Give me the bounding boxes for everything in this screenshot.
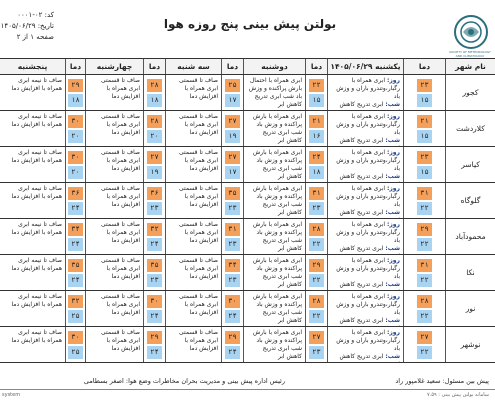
table-row — [0, 183, 495, 219]
city-label: نوشهر — [460, 340, 481, 349]
day-text: ابری همراه با رگبار،وتندرو باران و وزش باد — [336, 113, 400, 136]
max-temp: ۳۵ — [68, 259, 83, 272]
day-label: روز: — [386, 257, 400, 264]
min-temp: ۲۲ — [417, 238, 432, 251]
day-2-temps — [305, 147, 327, 182]
night-label: شب: — [385, 173, 400, 180]
forecast-text: صاف تا قسمتی ابری همراه با افزایش دما — [179, 329, 218, 352]
meteorology-logo-icon — [453, 14, 489, 50]
table-row — [0, 327, 495, 363]
city-label: نکا — [466, 268, 475, 277]
day-1-temps — [403, 255, 445, 290]
header-temp-2: دما — [305, 59, 327, 74]
forecast-text: صاف تا قسمتی ابری همراه با افزایش دما — [179, 221, 218, 244]
forecast-text: ابری همراه با بارش پراکنده و وزش باد شب ابری تدریج کاهش ابر — [252, 293, 302, 324]
max-temp: ۲۸ — [309, 295, 324, 308]
city-name — [445, 327, 495, 362]
day-3-description — [165, 147, 221, 182]
day-4-temps — [143, 327, 165, 362]
min-temp: ۱۵ — [417, 94, 432, 107]
day-2-description — [243, 327, 305, 362]
logo-caption: SOCIETY OF METEOROLOGY AND CLIMATOLOGY — [449, 50, 491, 58]
max-temp: ۲۸ — [417, 295, 432, 308]
day-3-temps — [221, 255, 243, 290]
header-city: نام شهر — [445, 59, 495, 74]
day-1-description — [327, 327, 403, 362]
day-3-description — [165, 255, 221, 290]
day-5-temps — [65, 111, 85, 146]
max-temp: ۲۹ — [147, 331, 162, 344]
day-5-temps — [65, 327, 85, 362]
forecast-text: صاف تا نیمه ابری همراه با افزایش دما — [11, 293, 62, 308]
min-temp: ۲۰ — [147, 130, 162, 143]
min-temp: ۲۰ — [68, 166, 83, 179]
min-temp: ۲۲ — [417, 310, 432, 323]
max-temp: ۳۲ — [68, 295, 83, 308]
min-temp: ۱۷ — [225, 166, 240, 179]
day-1-description — [327, 219, 403, 254]
max-temp: ۲۴ — [309, 151, 324, 164]
forecast-text: ابری همراه با بارش پراکنده و وزش باد شب ابری تدریج کاهش ابر — [252, 221, 302, 252]
system-bar — [0, 392, 495, 400]
day-4-temps — [143, 147, 165, 182]
system-version: سامانه بولتن پیش بینی : ۷.۵۹ — [427, 392, 489, 398]
forecast-text: صاف تا نیمه ابری همراه با افزایش دما — [11, 113, 62, 128]
table-row — [0, 147, 495, 183]
forecast-text: صاف تا قسمتی ابری همراه با افزایش دما — [179, 185, 218, 208]
min-temp: ۱۵ — [417, 130, 432, 143]
min-temp: ۱۹ — [147, 166, 162, 179]
bulletin-footer — [0, 372, 495, 390]
header-day-4: چهارشنبه — [85, 59, 143, 74]
header-temp-5: دما — [65, 59, 85, 74]
max-temp: ۲۷ — [147, 151, 162, 164]
day-1-description — [327, 291, 403, 326]
day-text: ابری همراه با رگبار،وتندرو باران و وزش باد — [336, 293, 400, 316]
header-temp-1: دما — [403, 59, 445, 74]
header-day-5: پنجشنبه — [17, 62, 48, 71]
min-temp: ۱۷ — [225, 94, 240, 107]
day-2-description — [243, 219, 305, 254]
max-temp: ۲۸ — [147, 115, 162, 128]
forecast-text: صاف تا قسمتی ابری همراه با افزایش دما — [179, 149, 218, 172]
city-label: نور — [465, 304, 476, 313]
day-1-temps — [403, 219, 445, 254]
forecast-text: صاف تا قسمتی ابری همراه با افزایش دما — [101, 77, 140, 100]
forecast-table — [0, 58, 495, 363]
max-temp: ۲۹ — [68, 79, 83, 92]
city-label: کجور — [462, 88, 479, 97]
min-temp: ۱۶ — [309, 130, 324, 143]
max-temp: ۳۶ — [147, 187, 162, 200]
city-name — [445, 219, 495, 254]
min-temp: ۲۴ — [225, 346, 240, 359]
max-temp: ۳۱ — [417, 259, 432, 272]
forecast-text: صاف تا قسمتی ابری همراه با افزایش دما — [101, 185, 140, 208]
day-1-description — [327, 111, 403, 146]
day-4-temps — [143, 255, 165, 290]
day-3-temps — [221, 75, 243, 110]
night-label: شب: — [385, 353, 400, 360]
max-temp: ۳۵ — [147, 259, 162, 272]
header-temp-3: دما — [221, 59, 243, 74]
forecast-text: صاف تا نیمه ابری همراه با افزایش دما — [11, 221, 62, 236]
day-5-description — [0, 75, 65, 110]
day-2-temps — [305, 111, 327, 146]
day-3-description — [165, 219, 221, 254]
header-day-3: سه شنبه — [165, 59, 221, 74]
min-temp: ۲۳ — [309, 202, 324, 215]
city-name — [445, 183, 495, 218]
day-2-description — [243, 255, 305, 290]
min-temp: ۲۲ — [309, 238, 324, 251]
max-temp: ۲۳ — [417, 151, 432, 164]
city-label: کیاسر — [461, 160, 480, 169]
city-label: محمودآباد — [455, 232, 486, 241]
forecast-text: صاف تا قسمتی ابری همراه با افزایش دما — [101, 293, 140, 316]
city-name — [445, 147, 495, 182]
night-label: شب: — [385, 137, 400, 144]
max-temp: ۲۹ — [417, 223, 432, 236]
city-label: کلاردشت — [456, 124, 485, 133]
min-temp: ۱۵ — [309, 94, 324, 107]
max-temp: ۲۵ — [225, 79, 240, 92]
day-1-temps — [403, 327, 445, 362]
header-day-2: دوشنبه — [243, 59, 305, 74]
day-5-temps — [65, 75, 85, 110]
code-label: کد: — [44, 11, 54, 19]
day-4-temps — [143, 183, 165, 218]
day-text: ابری همراه با رگبار،وتندرو باران و وزش باد — [336, 257, 400, 280]
day-5-description — [0, 219, 65, 254]
day-text: ابری همراه با رگبار،وتندرو باران و وزش باد — [336, 149, 400, 172]
forecast-text: صاف تا نیمه ابری همراه با افزایش دما — [11, 257, 62, 272]
min-temp: ۱۸ — [68, 94, 83, 107]
max-temp: ۲۷ — [417, 331, 432, 344]
day-1-temps — [403, 183, 445, 218]
forecast-text: صاف تا قسمتی ابری همراه با افزایش دما — [179, 77, 218, 100]
day-label: روز: — [386, 293, 400, 300]
day-4-temps — [143, 219, 165, 254]
day-1-description — [327, 255, 403, 290]
day-2-temps — [305, 219, 327, 254]
max-temp: ۳۱ — [225, 223, 240, 236]
day-5-description — [0, 111, 65, 146]
day-5-description — [0, 327, 65, 362]
day-4-description — [85, 111, 143, 146]
day-5-temps — [65, 147, 85, 182]
header-day-1: یکشنبه ۱۴۰۵/۰۶/۲۹ — [327, 59, 403, 74]
day-text: ابری همراه با رگبار،وتندرو باران و وزش باد — [336, 77, 400, 100]
city-name — [445, 111, 495, 146]
min-temp: ۲۳ — [309, 346, 324, 359]
page-value: ۱ از ۲ — [16, 33, 34, 41]
day-1-temps — [403, 291, 445, 326]
table-row — [0, 111, 495, 147]
min-temp: ۲۲ — [417, 346, 432, 359]
day-1-temps — [403, 75, 445, 110]
night-text: ابری تدریج کاهش — [339, 281, 384, 288]
day-3-temps — [221, 183, 243, 218]
day-5-temps — [65, 219, 85, 254]
day-5-description — [0, 147, 65, 182]
table-row — [0, 255, 495, 291]
night-label: شب: — [385, 281, 400, 288]
min-temp: ۲۳ — [225, 202, 240, 215]
max-temp: ۳۶ — [68, 187, 83, 200]
forecast-text: صاف تا قسمتی ابری همراه با افزایش دما — [179, 257, 218, 280]
max-temp: ۳۲ — [147, 223, 162, 236]
day-4-temps — [143, 111, 165, 146]
code-value: ۰۲-۰۰۰۱ — [17, 11, 43, 19]
min-temp: ۲۲ — [309, 310, 324, 323]
forecast-text: صاف تا نیمه ابری همراه با افزایش دما — [11, 77, 62, 92]
night-label: شب: — [385, 245, 400, 252]
max-temp: ۲۸ — [147, 79, 162, 92]
code-line — [0, 10, 54, 21]
night-text: ابری تدریج کاهش — [339, 101, 384, 108]
min-temp: ۱۵ — [417, 166, 432, 179]
day-4-description — [85, 219, 143, 254]
forecast-text: صاف تا قسمتی ابری همراه با افزایش دما — [101, 113, 140, 136]
day-label: روز: — [386, 77, 400, 84]
min-temp: ۱۸ — [309, 166, 324, 179]
day-3-temps — [221, 219, 243, 254]
min-temp: ۲۴ — [147, 346, 162, 359]
day-3-description — [165, 183, 221, 218]
table-row — [0, 291, 495, 327]
min-temp: ۱۹ — [225, 130, 240, 143]
min-temp: ۲۵ — [68, 346, 83, 359]
bulletin-header — [0, 0, 495, 58]
night-label: شب: — [385, 101, 400, 108]
forecast-text: ابری همراه با بارش پراکنده و وزش باد شب ابری تدریج کاهش ابر — [252, 257, 302, 288]
max-temp: ۲۱ — [417, 115, 432, 128]
day-text: ابری همراه با رگبار،وتندرو باران و وزش باد — [336, 329, 400, 352]
day-1-description — [327, 75, 403, 110]
day-text: ابری همراه با رگبار،وتندرو باران و وزش باد — [336, 221, 400, 244]
max-temp: ۳۵ — [225, 187, 240, 200]
min-temp: ۱۸ — [147, 94, 162, 107]
city-label: گلوگاه — [460, 196, 481, 205]
min-temp: ۲۳ — [225, 274, 240, 287]
table-row — [0, 75, 495, 111]
document-meta — [0, 10, 54, 43]
day-4-temps — [143, 75, 165, 110]
day-5-description — [0, 183, 65, 218]
max-temp: ۲۷ — [309, 331, 324, 344]
forecast-text: صاف تا قسمتی ابری همراه با افزایش دما — [101, 221, 140, 244]
max-temp: ۲۳ — [417, 79, 432, 92]
forecast-text: ابری همراه با بارش پراکنده و وزش باد شب ابری تدریج کاهش ابر — [252, 113, 302, 144]
day-3-temps — [221, 327, 243, 362]
night-label: شب: — [385, 209, 400, 216]
max-temp: ۲۸ — [309, 223, 324, 236]
day-1-temps — [403, 111, 445, 146]
forecast-text: ابری همراه با احتمال بارش پراکنده و وزش باد شب ابری تدریج کاهش ابر — [248, 77, 302, 108]
max-temp: ۳۰ — [147, 295, 162, 308]
forecast-text: صاف تا نیمه ابری همراه با افزایش دما — [11, 185, 62, 200]
bulletin-title: بولتن پیش بینی پنج روزه هوا — [163, 17, 337, 31]
city-name — [445, 255, 495, 290]
page-label: صفحه — [36, 33, 54, 41]
day-3-description — [165, 111, 221, 146]
day-label: روز: — [386, 221, 400, 228]
forecast-text: ابری همراه با بارش پراکنده و وزش باد شب ابری تدریج کاهش ابر — [252, 329, 302, 360]
min-temp: ۲۴ — [68, 202, 83, 215]
day-2-description — [243, 111, 305, 146]
forecast-text: صاف تا قسمتی ابری همراه با افزایش دما — [101, 149, 140, 172]
min-temp: ۲۴ — [68, 274, 83, 287]
min-temp: ۲۲ — [417, 202, 432, 215]
day-label: روز: — [386, 185, 400, 192]
day-4-description — [85, 255, 143, 290]
day-3-description — [165, 327, 221, 362]
min-temp: ۲۲ — [417, 274, 432, 287]
min-temp: ۲۳ — [147, 274, 162, 287]
day-text: ابری همراه با رگبار،وتندرو باران و وزش باد — [336, 185, 400, 208]
day-5-temps — [65, 183, 85, 218]
day-label: روز: — [386, 149, 400, 156]
system-label: system — [2, 392, 21, 398]
day-2-description — [243, 291, 305, 326]
day-2-temps — [305, 291, 327, 326]
day-5-temps — [65, 255, 85, 290]
min-temp: ۲۲ — [309, 274, 324, 287]
min-temp: ۲۵ — [68, 310, 83, 323]
day-3-description — [165, 291, 221, 326]
day-2-description — [243, 147, 305, 182]
day-4-description — [85, 75, 143, 110]
night-text: ابری تدریج کاهش — [339, 317, 384, 324]
night-text: ابری تدریج کاهش — [339, 173, 384, 180]
forecast-text: ابری همراه با بارش پراکنده و وزش باد شب ابری تدریج کاهش ابر — [252, 185, 302, 216]
day-4-description — [85, 147, 143, 182]
forecast-text: صاف تا نیمه ابری همراه با افزایش دما — [11, 149, 62, 164]
day-2-temps — [305, 327, 327, 362]
day-2-temps — [305, 183, 327, 218]
max-temp: ۳۴ — [68, 223, 83, 236]
day-4-description — [85, 291, 143, 326]
min-temp: ۲۴ — [68, 238, 83, 251]
table-row — [0, 219, 495, 255]
night-text: ابری تدریج کاهش — [339, 209, 384, 216]
day-label: روز: — [386, 113, 400, 120]
day-5-description — [0, 255, 65, 290]
forecast-text: صاف تا قسمتی ابری همراه با افزایش دما — [101, 257, 140, 280]
forecast-text: صاف تا قسمتی ابری همراه با افزایش دما — [179, 293, 218, 316]
supervisor-signature: رئیس اداره پیش بینی و مدیریت بحران مخاطرات وضع هوا: اصغر بسطامی — [83, 377, 285, 385]
max-temp: ۳۴ — [225, 259, 240, 272]
day-1-description — [327, 183, 403, 218]
max-temp: ۲۷ — [225, 115, 240, 128]
max-temp: ۳۰ — [68, 331, 83, 344]
forecast-text: صاف تا قسمتی ابری همراه با افزایش دما — [101, 329, 140, 352]
max-temp: ۳۰ — [68, 151, 83, 164]
day-label: روز: — [386, 329, 400, 336]
min-temp: ۲۳ — [225, 238, 240, 251]
max-temp: ۳۱ — [417, 187, 432, 200]
max-temp: ۲۹ — [225, 331, 240, 344]
day-2-temps — [305, 255, 327, 290]
night-text: ابری تدریج کاهش — [339, 137, 384, 144]
day-2-description — [243, 75, 305, 110]
day-1-description — [327, 147, 403, 182]
min-temp: ۲۴ — [225, 310, 240, 323]
city-name — [445, 291, 495, 326]
forecast-text: ابری همراه با بارش پراکنده و وزش باد شب ابری تدریج کاهش ابر — [252, 149, 302, 180]
day-5-description — [0, 291, 65, 326]
max-temp: ۲۷ — [225, 151, 240, 164]
day-3-temps — [221, 291, 243, 326]
day-3-temps — [221, 111, 243, 146]
night-text: ابری تدریج کاهش — [339, 353, 384, 360]
day-4-description — [85, 327, 143, 362]
day-2-description — [243, 183, 305, 218]
min-temp: ۲۳ — [147, 202, 162, 215]
day-3-temps — [221, 147, 243, 182]
min-temp: ۲۴ — [147, 310, 162, 323]
forecast-text: صاف تا قسمتی ابری همراه با افزایش دما — [179, 113, 218, 136]
day-4-temps — [143, 291, 165, 326]
day-1-temps — [403, 147, 445, 182]
max-temp: ۲۱ — [309, 115, 324, 128]
city-name — [445, 75, 495, 110]
max-temp: ۲۹ — [309, 259, 324, 272]
min-temp: ۲۴ — [147, 238, 162, 251]
min-temp: ۲۰ — [68, 130, 83, 143]
max-temp: ۲۲ — [309, 79, 324, 92]
forecaster-signature: پیش بین مسئول: سعید غلامپور راد — [395, 377, 489, 385]
max-temp: ۳۰ — [225, 295, 240, 308]
night-label: شب: — [385, 317, 400, 324]
date-line — [0, 21, 54, 32]
date-label: تاریخ: — [37, 22, 54, 30]
max-temp: ۳۰ — [68, 115, 83, 128]
day-2-temps — [305, 75, 327, 110]
page-line — [0, 32, 54, 43]
day-3-description — [165, 75, 221, 110]
night-text: ابری تدریج کاهش — [339, 245, 384, 252]
header-temp-4: دما — [143, 59, 165, 74]
day-5-temps — [65, 291, 85, 326]
date-value: ۱۴۰۵/۰۶/۲۹ — [0, 22, 36, 30]
table-header-row — [0, 59, 495, 75]
day-4-description — [85, 183, 143, 218]
max-temp: ۳۱ — [309, 187, 324, 200]
forecast-text: صاف تا نیمه ابری همراه با افزایش دما — [11, 329, 62, 344]
